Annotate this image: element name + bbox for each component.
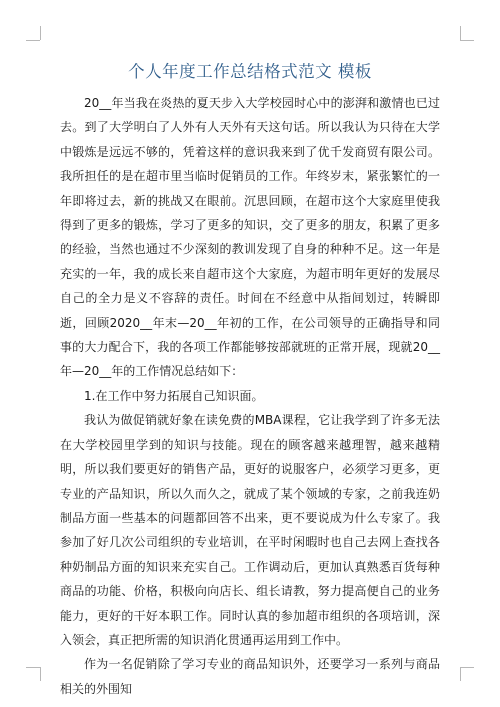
- paragraph-mba: 我认为做促销就好象在读免费的MBA课程，它让我学到了许多无法在大学校园里学到的知识与技能。现在的顾客越来越理智，越来越精明，所以我们要更好的销售产品，更好的说服客户，必须学习更多，更专业的产品知识，所以久而久之，就成了某个领域的专家，之前我连奶制品方面一些基本的问题都回答不出来，更不要说成为什么专家了。我参加了好几次公司组织的专业培训，在平时闲暇时也自己去网上查找各种奶制品方面的知识来充实自己。工作调动后，更加认真熟悉百货每种商品的功能、价格，积极向向店长、组长请教，努力提高便自己的业务能力，更好的干好本职工作。同时认真的参加超市组织的各项培训，深入领会，真正把所需的知识消化贯通再运用到工作中。: [60, 413, 440, 647]
- document-body: [60, 91, 440, 701]
- paragraph-intro: 20__年当我在炎热的夏天步入大学校园时心中的澎湃和激情也已过去。到了大学明白了人外有人天外有天这句话。所以我认为只待在大学中锻炼是远远不够的，凭着这样的意识我来到了优千发商贸有限公司。我所担任的是在超市里当临时促销员的工作。年终岁末，紧张繁忙的一年即将过去，新的挑战又在眼前。沉思回顾，在超市这个大家庭里使我得到了更多的锻炼，学习了更多的知识，交了更多的朋友，积累了更多的经验，当然也通过不少深刻的教训发现了自身的种种不足。这一年是充实的一年，我的成长来自超市这个大家庭，为超市明年更好的发展尽自己的全力是义不容辞的责任。时间在不经意中从指间划过，转瞬即逝，回顾2020__年末—20__年初的工作，在公司领导的正确指导和同事的大力配合下，我的各项工作都能够按部就班的正常开展，现就20__年—20__年的工作情况总结如下：: [60, 96, 440, 379]
- crop-mark-top-left: [40, 26, 41, 40]
- crop-mark-top-left: [26, 40, 40, 41]
- crop-mark-bottom-left: [40, 667, 41, 681]
- paragraph-promotion: 作为一名促销除了学习专业的商品知识外，还要学习一系列与商品相关的外围知: [60, 657, 440, 696]
- crop-mark-bottom-right: [460, 667, 474, 668]
- crop-mark-bottom-left: [26, 667, 40, 668]
- crop-mark-top-right: [460, 26, 461, 40]
- crop-mark-bottom-right: [460, 667, 461, 681]
- document-title: 个人年度工作总结格式范文 模板: [128, 62, 372, 81]
- paragraph-heading-1: 1.在工作中努力拓展自己知识面。: [84, 388, 264, 403]
- crop-mark-top-right: [460, 40, 474, 41]
